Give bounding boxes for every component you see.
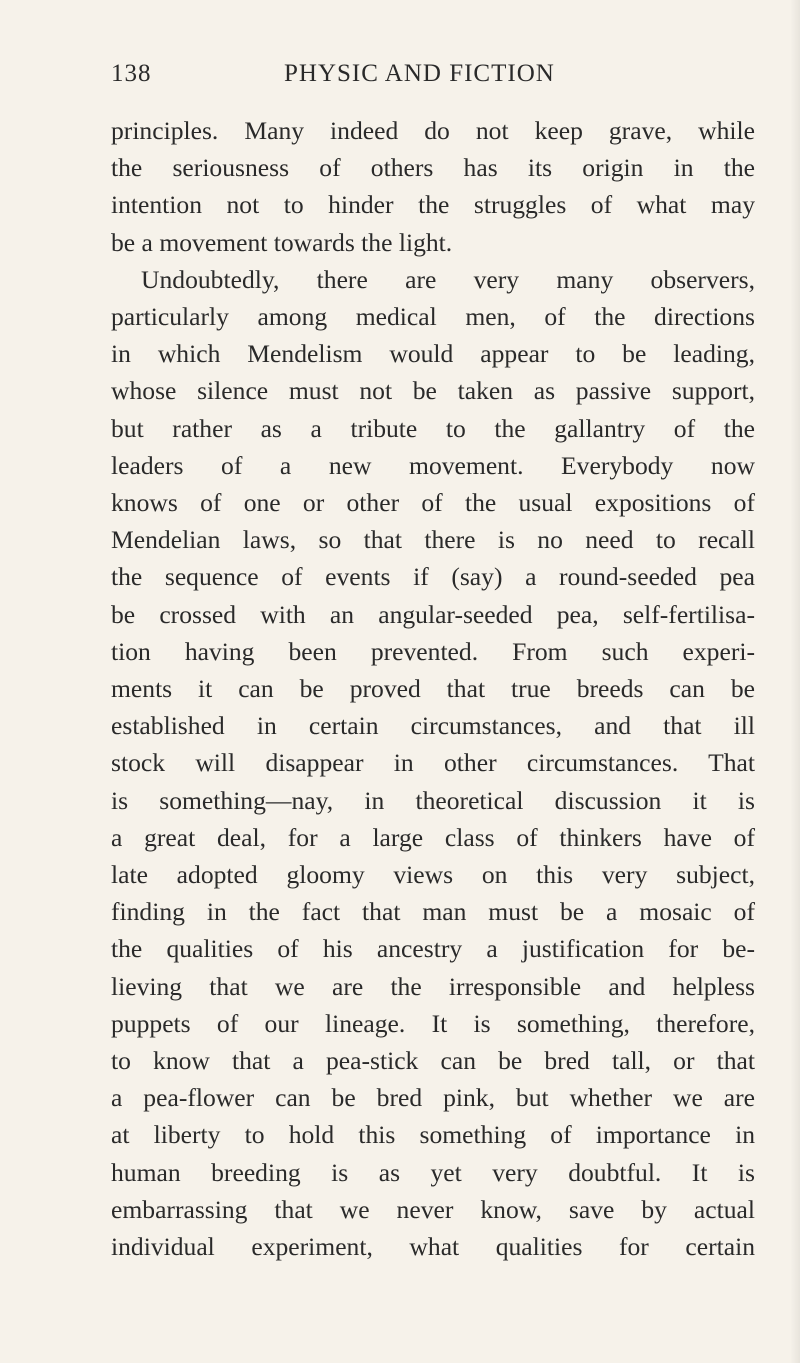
text-line: principles. Many indeed do not keep grave, while <box>111 116 755 145</box>
text-line: individual experiment, what qualities for certain <box>111 1232 755 1262</box>
text-line: the seriousness of others has its origin in the <box>111 153 755 183</box>
body-text <box>111 112 755 1265</box>
text-line: in which Mendelism would appear to be leading, <box>111 339 755 369</box>
text-line: embarrassing that we never know, save by actual <box>111 1194 755 1224</box>
text-line: whose silence must not be taken as passive support, <box>111 376 755 406</box>
text-line: late adopted gloomy views on this very subject, <box>111 860 755 890</box>
text-line: is something—nay, in theoretical discussion it is <box>111 785 755 815</box>
text-line: finding in the fact that man must be a mosaic of <box>111 897 755 927</box>
running-head <box>111 60 711 100</box>
text-line: to know that a pea-stick can be bred tall, or that <box>111 1046 755 1076</box>
text-line: stock will disappear in other circumstances. That <box>111 748 755 778</box>
text-line: the sequence of events if (say) a round-seeded pea <box>111 562 755 592</box>
page-number: 138 <box>111 60 152 87</box>
page-edge-shadow <box>790 0 800 1363</box>
text-line: ments it can be proved that true breeds can be <box>111 674 755 704</box>
text-line: a pea-flower can be bred pink, but whether we are <box>111 1083 755 1113</box>
text-line: Mendelian laws, so that there is no need to recall <box>111 525 755 555</box>
text-line: but rather as a tribute to the gallantry of the <box>111 413 755 443</box>
text-line: particularly among medical men, of the directions <box>111 302 755 332</box>
text-line: established in certain circumstances, and that ill <box>111 711 755 741</box>
text-line: Undoubtedly, there are very many observers, <box>141 264 755 294</box>
text-line: at liberty to hold this something of importance in <box>111 1120 755 1150</box>
text-line: human breeding is as yet very doubtful. It is <box>111 1157 755 1187</box>
text-line: lieving that we are the irresponsible and helpless <box>111 971 755 1001</box>
running-title: PHYSIC AND FICTION <box>284 60 555 87</box>
text-line: be a movement towards the light. <box>111 227 453 257</box>
text-line: the qualities of his ancestry a justification for be- <box>111 934 755 964</box>
text-line: be crossed with an angular-seeded pea, self-fertilisa- <box>111 599 755 629</box>
text-line: knows of one or other of the usual expositions of <box>111 488 755 518</box>
text-line: puppets of our lineage. It is something, therefore, <box>111 1008 755 1038</box>
text-line: tion having been prevented. From such experi- <box>111 636 755 666</box>
text-line: leaders of a new movement. Everybody now <box>111 450 755 480</box>
text-line: a great deal, for a large class of thinkers have of <box>111 822 755 852</box>
text-line: intention not to hinder the struggles of what may <box>111 190 755 220</box>
